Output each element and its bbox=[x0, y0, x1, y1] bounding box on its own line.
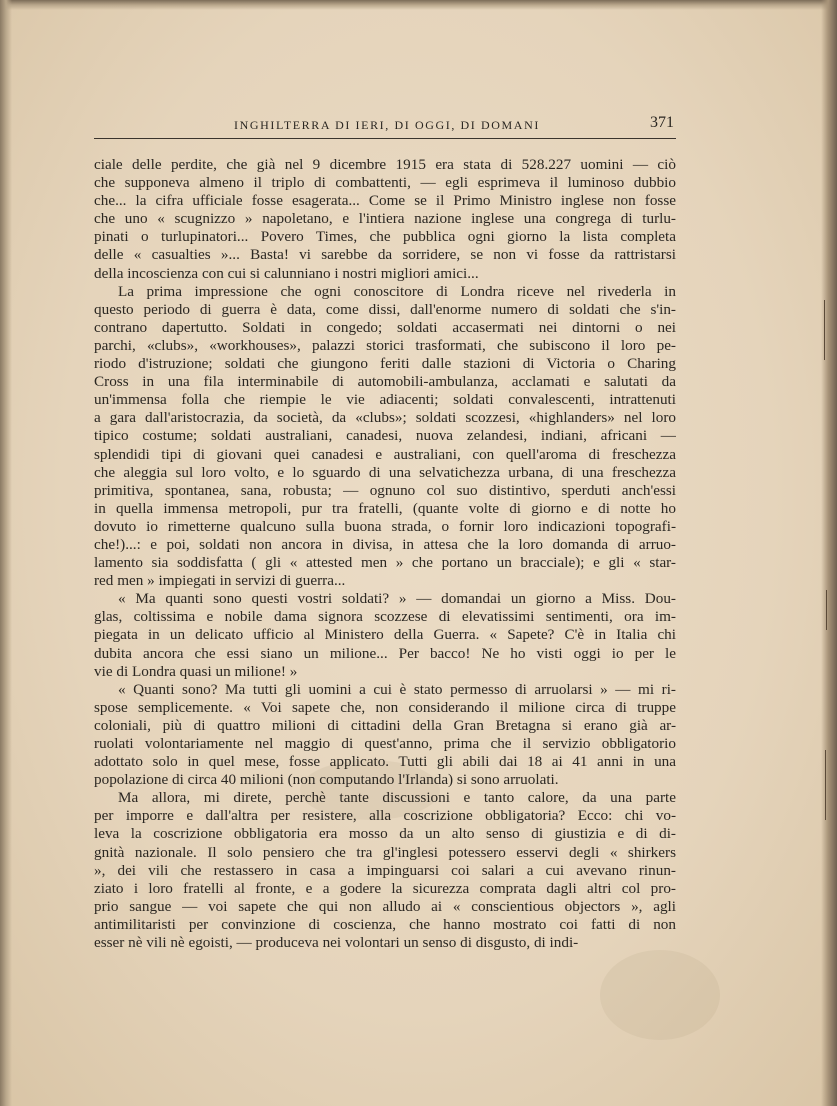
page-top-edge bbox=[0, 0, 837, 10]
text-line: che uno « scugnizzo » napoletano, e l'intiera nazione inglese una congrega di turlu- bbox=[94, 210, 676, 228]
text-line: spose semplicemente. « Voi sapete che, non considerando il milione circa di truppe bbox=[94, 698, 676, 716]
text-line: prio sangue — voi sapete che qui non alludo ai « conscientious objectors », agli bbox=[94, 897, 676, 915]
text-line: ruolati volontariamente nel maggio di quest'anno, prima che il servizio obbligatorio bbox=[94, 735, 676, 752]
text-line: La prima impressione che ogni conoscitore di Londra riceve nel rivederla in bbox=[118, 282, 676, 300]
text-line: che aleggia sul loro volto, e lo sguardo di una selvatichezza urbana, di una freschezza bbox=[94, 463, 676, 481]
running-title: INGHILTERRA DI IERI, DI OGGI, DI DOMANI bbox=[234, 118, 540, 132]
text-line: red men » impiegati in servizi di guerra... bbox=[94, 572, 346, 590]
paragraph bbox=[94, 681, 676, 790]
text-line: dubita ancora che essi siano un milione... Per bacco! Ne ho visti oggi io per le bbox=[94, 644, 676, 662]
text-line: piegata in un delicato ufficio al Ministero della Guerra. « Sapete? C'è in Italia chi bbox=[94, 626, 676, 644]
paragraph bbox=[94, 283, 676, 591]
text-line: ciale delle perdite, che già nel 9 dicembre 1915 era stata di 528.227 uomini — ciò bbox=[94, 156, 676, 173]
page-left-edge bbox=[0, 0, 12, 1106]
text-line: lamento sia soddisfatta ( gli « attested men » che portano un bracciale); e gli « star- bbox=[94, 554, 676, 572]
text-line: questo periodo di guerra è data, come dissi, dall'enorme numero di soldati che s'in- bbox=[94, 300, 676, 318]
running-head bbox=[94, 114, 676, 139]
text-line: pinati o turlupinatori... Povero Times, che pubblica ogni giorno la lista completa bbox=[94, 228, 676, 246]
text-line: coloniali, più di quattro milioni di cittadini della Gran Bretagna si erano già ar- bbox=[94, 716, 676, 734]
text-line: Ma allora, mi direte, perchè tante discussioni e tanto calore, da una parte bbox=[118, 789, 676, 807]
text-line: gnità nazionale. Il solo pensiero che tra gl'inglesi potessero esservi degli « shirkers bbox=[94, 843, 676, 861]
text-line: esser nè vili nè egoisti, — produceva nei volontari un senso di disgusto, di indi- bbox=[94, 934, 579, 952]
margin-pencil-mark bbox=[826, 590, 827, 630]
text-line: un'immensa folla che riempie le vie adiacenti; soldati convalescenti, intrattenuti bbox=[94, 391, 676, 409]
text-line: popolazione di circa 40 milioni (non computando l'Irlanda) si sono arruolati. bbox=[94, 771, 559, 789]
text-line: « Quanti sono? Ma tutti gli uomini a cui è stato permesso di arruolarsi » — mi ri- bbox=[118, 680, 676, 698]
text-line: Cross in una fila interminabile di automobili-ambulanza, acclamati e salutati da bbox=[94, 373, 676, 391]
text-line: « Ma quanti sono questi vostri soldati? » — domandai un giorno a Miss. Dou- bbox=[118, 590, 676, 608]
text-line: antimilitaristi per convinzione di coscienza, che hanno mostrato coi fatti di non bbox=[94, 915, 676, 933]
text-line: ziato i loro fratelli al fronte, e a godere la sicurezza comprata dagli altri col pro- bbox=[94, 879, 676, 897]
page-right-edge bbox=[821, 0, 837, 1106]
text-line: riodo d'istruzione; soldati che giungono feriti dalle stazioni di Victoria o Charing bbox=[94, 355, 676, 373]
text-line: adottato solo in quel mese, fosse applicato. Tutti gli abili dai 18 ai 41 anni in una bbox=[94, 753, 676, 771]
paper-stain bbox=[600, 950, 720, 1040]
text-line: a gara dall'aristocrazia, da società, da «clubs»; soldati scozzesi, «highlanders» nel loro bbox=[94, 409, 676, 427]
text-line: primitiva, spontanea, sana, robusta; — ognuno col suo distintivo, sperduti anch'essi bbox=[94, 481, 676, 499]
paragraph bbox=[94, 789, 676, 952]
text-line: delle « casualties »... Basta! vi sarebbe da sorridere, se non vi fosse da rattristarsi bbox=[94, 246, 676, 264]
text-line: parchi, «clubs», «workhouses», palazzi storici trasformati, che subiscono il loro pe- bbox=[94, 336, 676, 354]
text-line: dovuto io rimetterne qualcuno sulla buona strada, o fornir loro indicazioni topografi- bbox=[94, 517, 676, 535]
margin-pencil-mark bbox=[824, 300, 825, 360]
text-line: in quella immensa metropoli, pur tra fratelli, (quante volte di giorno e di notte ho bbox=[94, 499, 676, 517]
text-line: che!)...: e poi, soldati non ancora in divisa, in attesa che la loro domanda di arruo- bbox=[94, 535, 676, 553]
text-line: », dei vili che restassero in casa a impinguarsi coi salari a cui avevano rinun- bbox=[94, 861, 676, 879]
text-line: leva la coscrizione obbligatoria era mosso da un alto senso di giustizia e di di- bbox=[94, 825, 676, 843]
text-line: della incoscienza con cui si calunniano i nostri migliori amici... bbox=[94, 264, 479, 282]
paragraph bbox=[94, 590, 676, 680]
text-line: che supponeva almeno il triplo di combattenti, — egli esprimeva il luminoso dubbio bbox=[94, 174, 676, 192]
text-line: splendidi tipi di giovani quei canadesi e australiani, con quell'aroma di freschezza bbox=[94, 445, 676, 463]
text-line: glas, coltissima e nobile dama signora scozzese di elevatissimi sentimenti, ora im- bbox=[94, 608, 676, 626]
margin-pencil-mark bbox=[825, 750, 826, 820]
page-number: 371 bbox=[650, 114, 674, 131]
body-text bbox=[94, 156, 676, 952]
text-line: contrano dapertutto. Soldati in congedo; soldati accasermati nei dintorni o nei bbox=[94, 318, 676, 336]
text-line: per imporre e dall'altra per resistere, alla coscrizione obbligatoria? Ecco: chi vo- bbox=[94, 807, 676, 825]
text-line: che... la cifra ufficiale fosse esagerata... Come se il Primo Ministro inglese non fosse bbox=[94, 192, 676, 210]
paragraph bbox=[94, 156, 676, 283]
text-line: vie di Londra quasi un milione! » bbox=[94, 662, 298, 680]
text-line: tipico costume; soldati australiani, canadesi, nuova zelandesi, indiani, africani — bbox=[94, 427, 676, 445]
